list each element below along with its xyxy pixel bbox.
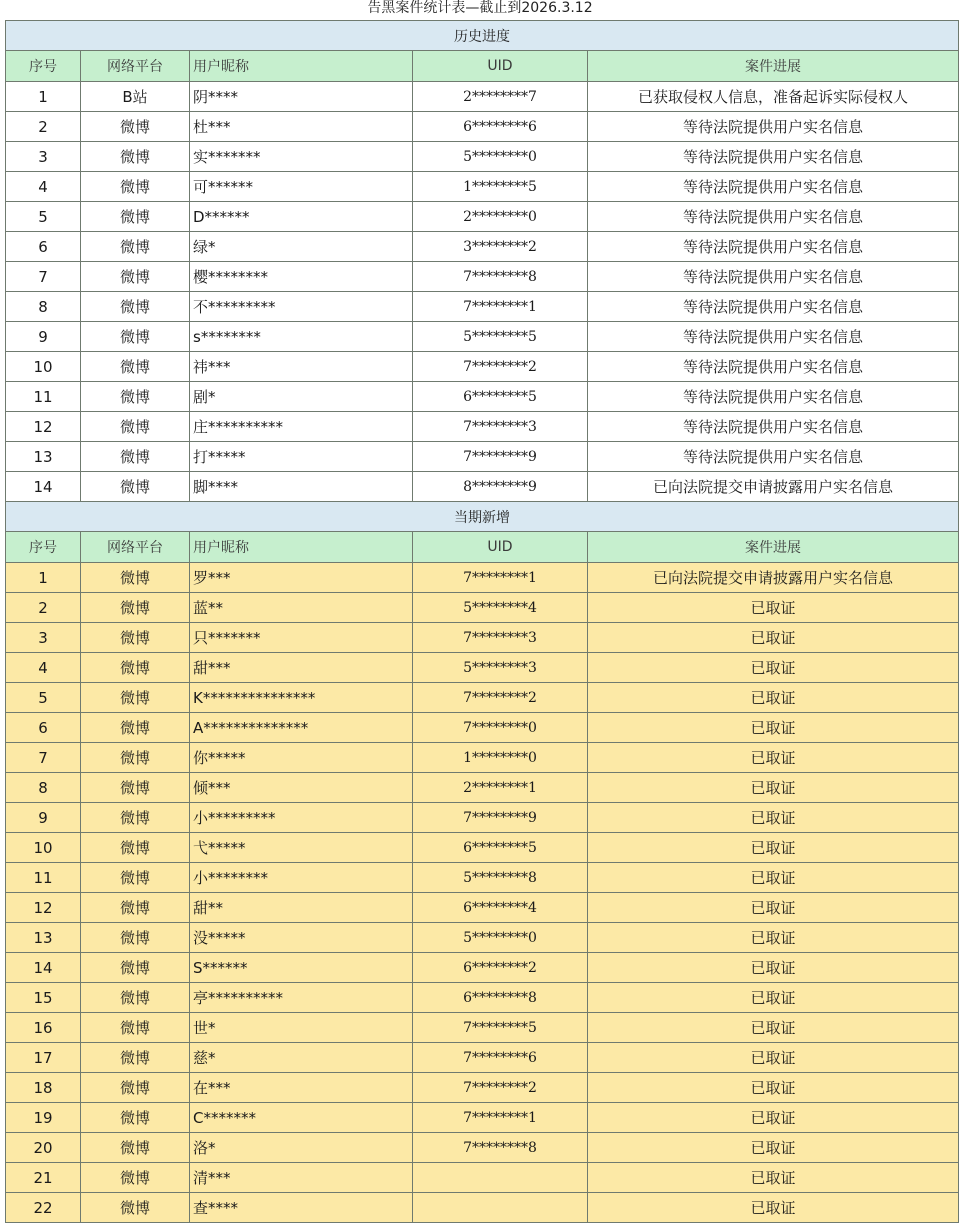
cell-progress: 已取证 (588, 953, 959, 983)
cell-no: 3 (6, 142, 81, 172)
cell-no: 7 (6, 743, 81, 773)
cell-no: 14 (6, 472, 81, 502)
cell-uid: 3********2 (413, 232, 588, 262)
cell-platform: 微博 (81, 232, 190, 262)
cell-no: 7 (6, 262, 81, 292)
cell-progress: 已取证 (588, 1193, 959, 1223)
cell-uid: 7********3 (413, 623, 588, 653)
cell-platform: 微博 (81, 863, 190, 893)
table-row (6, 472, 959, 502)
cell-no: 9 (6, 322, 81, 352)
cell-nickname: 不********* (190, 292, 413, 322)
cell-no: 8 (6, 773, 81, 803)
cell-uid: 7********5 (413, 1013, 588, 1043)
cell-uid: 7********2 (413, 1073, 588, 1103)
table-row (6, 833, 959, 863)
cell-platform: 微博 (81, 1073, 190, 1103)
cell-platform: 微博 (81, 923, 190, 953)
table-row (6, 1073, 959, 1103)
table-row (6, 713, 959, 743)
cell-uid: 7********6 (413, 1043, 588, 1073)
cell-no: 12 (6, 893, 81, 923)
cell-progress: 等待法院提供用户实名信息 (588, 412, 959, 442)
cell-uid: 7********8 (413, 262, 588, 292)
table-row (6, 292, 959, 322)
cell-progress: 等待法院提供用户实名信息 (588, 322, 959, 352)
cell-progress: 已取证 (588, 833, 959, 863)
cell-no: 17 (6, 1043, 81, 1073)
column-header-no: 序号 (6, 532, 81, 563)
cell-uid: 6********8 (413, 983, 588, 1013)
table-row (6, 743, 959, 773)
cell-progress: 已取证 (588, 1163, 959, 1193)
cell-platform: 微博 (81, 803, 190, 833)
table-row (6, 382, 959, 412)
cell-uid: 7********0 (413, 713, 588, 743)
cell-platform: 微博 (81, 1103, 190, 1133)
cell-nickname: 庄********** (190, 412, 413, 442)
cell-nickname: 甜** (190, 893, 413, 923)
table-row (6, 1193, 959, 1223)
cell-nickname: 小******** (190, 863, 413, 893)
table-row (6, 142, 959, 172)
cell-uid: 5********0 (413, 142, 588, 172)
cell-progress: 等待法院提供用户实名信息 (588, 262, 959, 292)
cell-platform: 微博 (81, 172, 190, 202)
cell-nickname: 在*** (190, 1073, 413, 1103)
cell-no: 11 (6, 863, 81, 893)
cell-no: 12 (6, 412, 81, 442)
cell-no: 10 (6, 352, 81, 382)
cell-no: 22 (6, 1193, 81, 1223)
cell-platform: 微博 (81, 563, 190, 593)
cell-progress: 已取证 (588, 803, 959, 833)
table-row (6, 653, 959, 683)
cell-uid: 2********0 (413, 202, 588, 232)
cell-platform: 微博 (81, 683, 190, 713)
cell-nickname: 查**** (190, 1193, 413, 1223)
cell-nickname: 祎*** (190, 352, 413, 382)
cell-platform: 微博 (81, 893, 190, 923)
cell-progress: 已向法院提交申请披露用户实名信息 (588, 472, 959, 502)
table-row (6, 1013, 959, 1043)
cell-platform: 微博 (81, 983, 190, 1013)
cell-uid (413, 1163, 588, 1193)
cell-platform: 微博 (81, 1043, 190, 1073)
cell-no: 5 (6, 202, 81, 232)
cell-nickname: C******* (190, 1103, 413, 1133)
table-row (6, 773, 959, 803)
cell-progress: 已取证 (588, 593, 959, 623)
section-title-new: 当期新增 (6, 502, 959, 532)
cell-uid: 6********5 (413, 382, 588, 412)
cell-progress: 已取证 (588, 683, 959, 713)
cell-no: 1 (6, 563, 81, 593)
cell-no: 8 (6, 292, 81, 322)
cell-uid: 7********2 (413, 683, 588, 713)
cell-progress: 等待法院提供用户实名信息 (588, 112, 959, 142)
cell-no: 4 (6, 653, 81, 683)
cell-no: 6 (6, 713, 81, 743)
cell-uid: 7********9 (413, 442, 588, 472)
cell-platform: 微博 (81, 653, 190, 683)
table-row (6, 803, 959, 833)
section-row-new (6, 502, 959, 532)
table-row (6, 983, 959, 1013)
header-row (6, 532, 959, 563)
cell-uid: 6********5 (413, 833, 588, 863)
cell-uid: 7********1 (413, 292, 588, 322)
table-row (6, 623, 959, 653)
cell-progress: 已取证 (588, 743, 959, 773)
column-header-nickname: 用户昵称 (190, 532, 413, 563)
cell-platform: 微博 (81, 292, 190, 322)
cell-uid: 5********5 (413, 322, 588, 352)
cell-no: 9 (6, 803, 81, 833)
cell-progress: 已取证 (588, 863, 959, 893)
column-header-progress: 案件进展 (588, 532, 959, 563)
cell-no: 13 (6, 923, 81, 953)
cell-platform: 微博 (81, 1193, 190, 1223)
cell-platform: 微博 (81, 623, 190, 653)
cell-progress: 等待法院提供用户实名信息 (588, 202, 959, 232)
cell-uid: 5********3 (413, 653, 588, 683)
cell-progress: 等待法院提供用户实名信息 (588, 442, 959, 472)
table-row (6, 352, 959, 382)
table-row (6, 893, 959, 923)
cell-nickname: 弋***** (190, 833, 413, 863)
cell-progress: 已取证 (588, 713, 959, 743)
cell-no: 15 (6, 983, 81, 1013)
cell-progress: 已取证 (588, 923, 959, 953)
cell-nickname: 罗*** (190, 563, 413, 593)
table-row (6, 563, 959, 593)
cell-nickname: 可****** (190, 172, 413, 202)
cell-no: 21 (6, 1163, 81, 1193)
cell-no: 16 (6, 1013, 81, 1043)
cell-uid: 2********1 (413, 773, 588, 803)
cell-platform: 微博 (81, 713, 190, 743)
table-row (6, 262, 959, 292)
cell-no: 11 (6, 382, 81, 412)
cell-nickname: 小********* (190, 803, 413, 833)
cell-uid: 8********9 (413, 472, 588, 502)
cell-uid: 5********4 (413, 593, 588, 623)
cell-uid: 6********2 (413, 953, 588, 983)
table-row (6, 1103, 959, 1133)
cell-nickname: S****** (190, 953, 413, 983)
section-title-history: 历史进度 (6, 21, 959, 51)
cell-nickname: 没***** (190, 923, 413, 953)
cell-platform: 微博 (81, 1013, 190, 1043)
cell-no: 20 (6, 1133, 81, 1163)
cell-platform: 微博 (81, 743, 190, 773)
table-row (6, 442, 959, 472)
cell-no: 3 (6, 623, 81, 653)
cell-uid: 1********0 (413, 743, 588, 773)
table-row (6, 172, 959, 202)
cell-nickname: 剧* (190, 382, 413, 412)
cell-platform: 微博 (81, 472, 190, 502)
cell-nickname: 亭********** (190, 983, 413, 1013)
cell-nickname: D****** (190, 202, 413, 232)
cell-progress: 等待法院提供用户实名信息 (588, 232, 959, 262)
cell-nickname: 只******* (190, 623, 413, 653)
table-row (6, 232, 959, 262)
cell-platform: 微博 (81, 953, 190, 983)
cell-no: 2 (6, 112, 81, 142)
table-row (6, 112, 959, 142)
cell-no: 4 (6, 172, 81, 202)
cell-nickname: s******** (190, 322, 413, 352)
cell-progress: 等待法院提供用户实名信息 (588, 352, 959, 382)
table-row (6, 593, 959, 623)
column-header-platform: 网络平台 (81, 532, 190, 563)
cell-platform: 微博 (81, 412, 190, 442)
cell-nickname: 脚**** (190, 472, 413, 502)
cell-progress: 已获取侵权人信息，准备起诉实际侵权人 (588, 82, 959, 112)
cell-nickname: 实******* (190, 142, 413, 172)
cell-nickname: K*************** (190, 683, 413, 713)
table-row (6, 863, 959, 893)
cell-nickname: 清*** (190, 1163, 413, 1193)
cell-platform: 微博 (81, 262, 190, 292)
cell-progress: 已取证 (588, 1043, 959, 1073)
cell-uid: 7********1 (413, 563, 588, 593)
cell-nickname: 洛* (190, 1133, 413, 1163)
new-table-body (6, 502, 959, 1223)
cell-progress: 已取证 (588, 1103, 959, 1133)
cell-nickname: A************** (190, 713, 413, 743)
cell-uid: 6********6 (413, 112, 588, 142)
cell-platform: 微博 (81, 833, 190, 863)
cell-nickname: 你***** (190, 743, 413, 773)
header-row (6, 51, 959, 82)
table-row (6, 322, 959, 352)
table-row (6, 412, 959, 442)
cell-no: 2 (6, 593, 81, 623)
column-header-no: 序号 (6, 51, 81, 82)
cell-nickname: 倾*** (190, 773, 413, 803)
cell-nickname: 慈* (190, 1043, 413, 1073)
column-header-uid: UID (413, 532, 588, 563)
cell-platform: 微博 (81, 1163, 190, 1193)
cell-progress: 等待法院提供用户实名信息 (588, 142, 959, 172)
cell-uid: 7********3 (413, 412, 588, 442)
cell-platform: 微博 (81, 442, 190, 472)
cell-no: 19 (6, 1103, 81, 1133)
cell-uid: 7********1 (413, 1103, 588, 1133)
column-header-progress: 案件进展 (588, 51, 959, 82)
table-row (6, 953, 959, 983)
cell-progress: 等待法院提供用户实名信息 (588, 172, 959, 202)
table-row (6, 1043, 959, 1073)
column-header-platform: 网络平台 (81, 51, 190, 82)
cell-no: 1 (6, 82, 81, 112)
cell-no: 10 (6, 833, 81, 863)
cell-nickname: 打***** (190, 442, 413, 472)
table-row (6, 923, 959, 953)
cell-no: 18 (6, 1073, 81, 1103)
cell-no: 5 (6, 683, 81, 713)
table-row (6, 82, 959, 112)
table-row (6, 683, 959, 713)
cell-nickname: 杜*** (190, 112, 413, 142)
cell-platform: 微博 (81, 142, 190, 172)
cell-uid: 7********2 (413, 352, 588, 382)
cell-nickname: 樱******** (190, 262, 413, 292)
cell-progress: 等待法院提供用户实名信息 (588, 292, 959, 322)
cell-nickname: 蓝** (190, 593, 413, 623)
cell-platform: 微博 (81, 202, 190, 232)
cell-uid: 2********7 (413, 82, 588, 112)
case-table (5, 20, 959, 1223)
cell-platform: B站 (81, 82, 190, 112)
cell-platform: 微博 (81, 593, 190, 623)
cell-platform: 微博 (81, 322, 190, 352)
cell-progress: 已取证 (588, 773, 959, 803)
cell-uid: 6********4 (413, 893, 588, 923)
table-row (6, 1133, 959, 1163)
table-row (6, 202, 959, 232)
cell-no: 13 (6, 442, 81, 472)
cell-progress: 已取证 (588, 653, 959, 683)
cell-nickname: 阴**** (190, 82, 413, 112)
cell-progress: 已取证 (588, 893, 959, 923)
column-header-uid: UID (413, 51, 588, 82)
cell-uid: 1********5 (413, 172, 588, 202)
cell-progress: 已取证 (588, 1013, 959, 1043)
cell-platform: 微博 (81, 352, 190, 382)
page-title: 告黑案件统计表—截止到2026.3.12 (367, 0, 593, 16)
history-table-body (6, 21, 959, 502)
section-row-history (6, 21, 959, 51)
cell-uid: 5********8 (413, 863, 588, 893)
cell-platform: 微博 (81, 1133, 190, 1163)
column-header-nickname: 用户昵称 (190, 51, 413, 82)
cell-nickname: 甜*** (190, 653, 413, 683)
cell-platform: 微博 (81, 773, 190, 803)
cell-progress: 已向法院提交申请披露用户实名信息 (588, 563, 959, 593)
cell-platform: 微博 (81, 112, 190, 142)
cell-nickname: 绿* (190, 232, 413, 262)
cell-platform: 微博 (81, 382, 190, 412)
cell-uid: 5********0 (413, 923, 588, 953)
cell-progress: 已取证 (588, 983, 959, 1013)
cell-progress: 等待法院提供用户实名信息 (588, 382, 959, 412)
cell-uid: 7********9 (413, 803, 588, 833)
cell-nickname: 世* (190, 1013, 413, 1043)
cell-progress: 已取证 (588, 1073, 959, 1103)
cell-no: 14 (6, 953, 81, 983)
table-row (6, 1163, 959, 1193)
cell-progress: 已取证 (588, 623, 959, 653)
cell-uid (413, 1193, 588, 1223)
cell-no: 6 (6, 232, 81, 262)
cell-progress: 已取证 (588, 1133, 959, 1163)
cell-uid: 7********8 (413, 1133, 588, 1163)
